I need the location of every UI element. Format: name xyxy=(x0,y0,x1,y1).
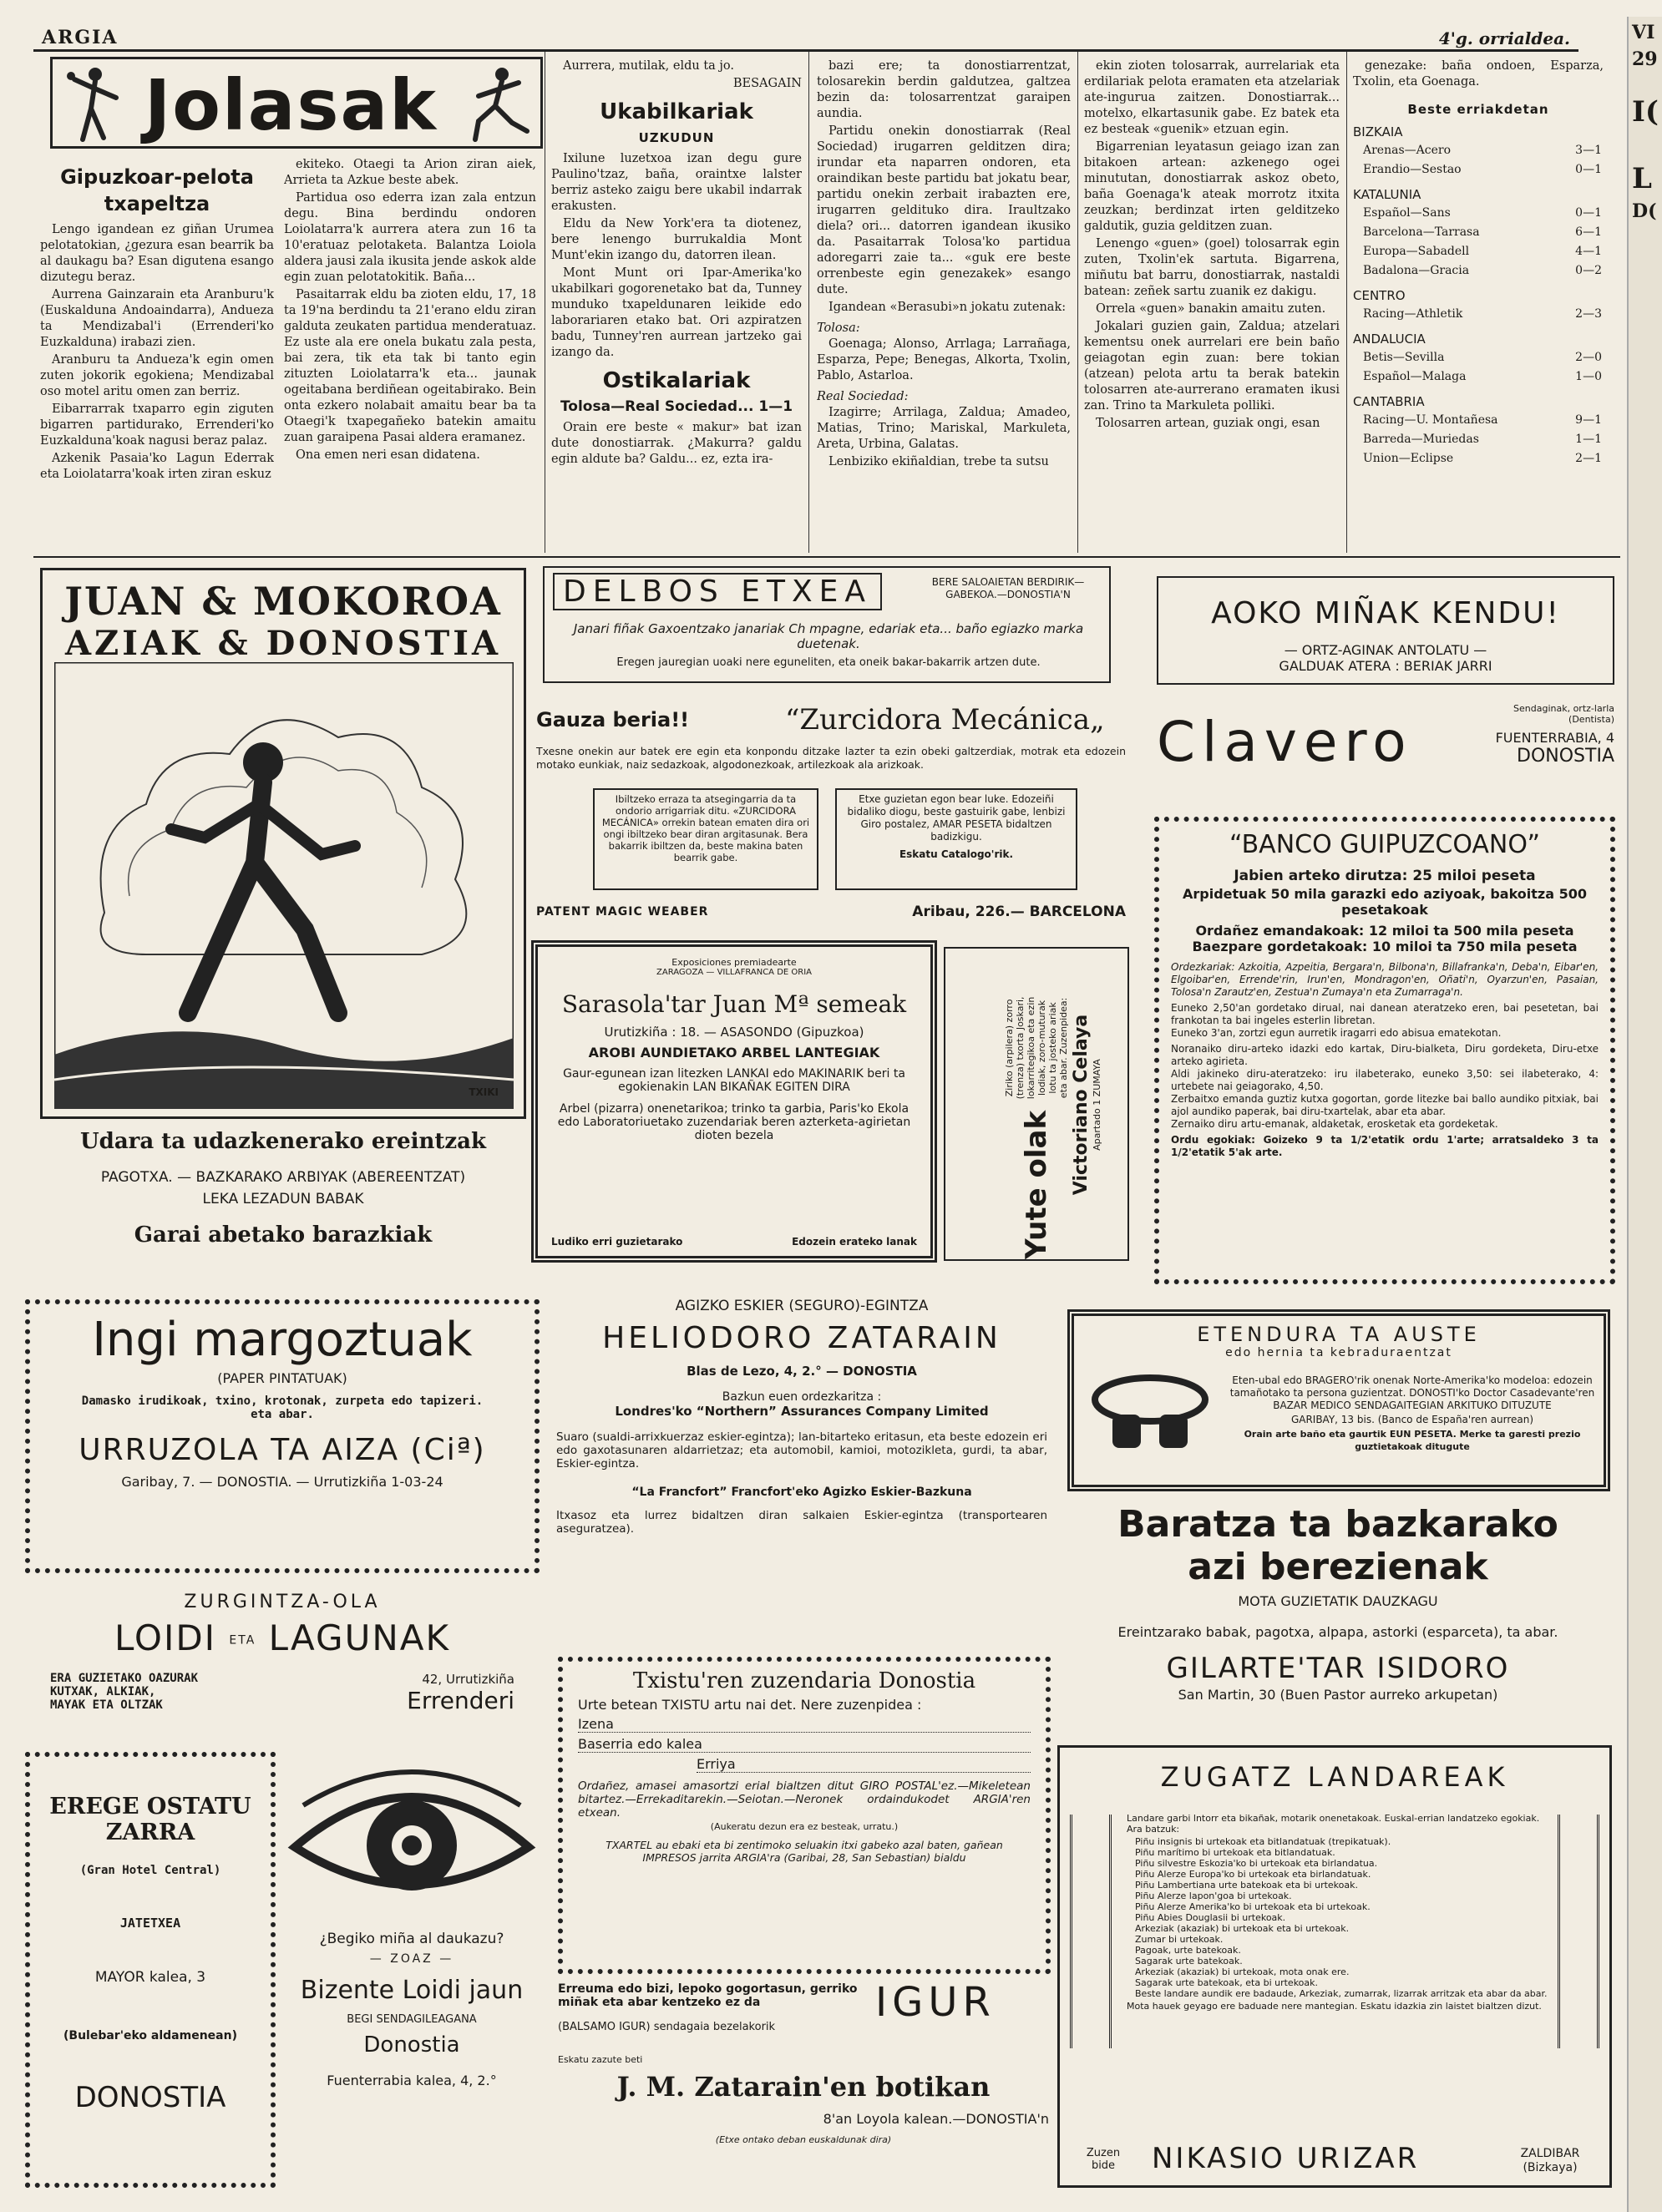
ad-line: Gaur-egunean izan litezken LANKAI edo MAKINARIK beri ta egokienakin LAN BIKAÑAK EGITEN DIRA xyxy=(563,1067,905,1094)
ad-line: Blas de Lezo, 4, 2.° — DONOSTIA xyxy=(687,1364,917,1379)
ad-line: Orain arte baño eta gaurtik EUN PESETA. Merke ta garesti prezio guztietakoak ditugute xyxy=(1244,1429,1581,1452)
ad-line: Ordu egokiak: Goizeko 9 ta 1/2'etatik ordu 1'arte; arratsaldeko 3 ta 1/2'etatik 5'ak arte. xyxy=(1171,1134,1599,1158)
ad-title: Baratza ta bazkarako xyxy=(1117,1503,1558,1546)
match-score: 2—1 xyxy=(1575,452,1602,465)
ad-line: Eskatu zazute beti xyxy=(558,2054,643,2065)
ad-line: Edozein erateko lanak xyxy=(792,1236,917,1248)
ad-line: Apartado 1 ZUMAYA xyxy=(1092,1059,1102,1151)
sower-illustration xyxy=(54,662,514,1109)
column-rule xyxy=(1346,52,1347,553)
ad-line: Sendaginak, ortz-larla xyxy=(1513,703,1614,714)
ad-line: Aldi jakineko diru-ateratzeko: iru ilabeterako, euneko 3,50: sei ilabeterako, 4: urtebete nai geiagorako, 4,50. xyxy=(1171,1068,1599,1092)
ad-brand: Bizente Loidi jaun xyxy=(300,1976,524,2005)
ad-title: EREGE OSTATU ZARRA xyxy=(49,1794,251,1845)
ad-line: Arbel (pizarra) onenetarikoa; trinko ta garbia, Paris'ko Ekola edo Laboratoriuetako zuzendariak beren azterketa-agirietan dioten bezela xyxy=(557,1102,911,1142)
ad-brand: NIKASIO URIZAR xyxy=(1152,2142,1420,2175)
ad-line: Garai abetako barazkiak xyxy=(134,1222,433,1248)
ad-brand: IGUR xyxy=(875,1979,996,2026)
ad-line: (Etxe ontako deban euskaldunak dira) xyxy=(715,2134,892,2145)
ad-line: MAYAK ETA OLTZAK xyxy=(50,1698,163,1712)
truss-icon xyxy=(1087,1366,1213,1466)
match-score: 9—1 xyxy=(1575,413,1602,427)
ad-line: AGIZKO ESKIER (SEGURO)-EGINTZA xyxy=(675,1298,929,1314)
ad-delbos xyxy=(543,566,1111,683)
result-row xyxy=(1355,243,1602,261)
results-region: BIZKAIA xyxy=(1353,124,1403,139)
ad-line: J. M. Zatarain'en botikan xyxy=(616,2071,991,2103)
ad-zugatz xyxy=(1057,1745,1612,2188)
artist-signature: TXIKI xyxy=(469,1086,499,1098)
team-label: Real Sociedad: xyxy=(817,390,909,403)
match-score: 0—2 xyxy=(1575,264,1602,277)
ad-line: Zuzen bide xyxy=(1086,2147,1121,2172)
list-item: Piñu Alerze Europa'ko bi urtekoak eta birlandatuak. xyxy=(1135,1869,1371,1880)
match-teams: Racing—U. Montañesa xyxy=(1363,413,1498,427)
match-score: 3—1 xyxy=(1575,144,1602,157)
column-rule xyxy=(808,52,809,553)
result-row xyxy=(1355,262,1602,280)
ad-line: BEGI SENDAGILEAGANA xyxy=(347,2013,477,2026)
result-row xyxy=(1355,205,1602,222)
ad-line: Damasko irudikoak, txino, krotonak, zurpeta edo tapizeri. eta abar. xyxy=(81,1395,484,1421)
ad-bizente-loidi xyxy=(284,1752,540,2188)
article-subhead: UZKUDUN xyxy=(638,130,715,145)
result-row xyxy=(1355,349,1602,367)
ad-igur xyxy=(555,1979,1052,2196)
match-score: 4—1 xyxy=(1575,245,1602,258)
list-item: Sagarak urte batekoak. xyxy=(1135,1956,1243,1967)
ad-line: Ordañez emandakoak: 12 miloi ta 500 mila peseta xyxy=(1195,923,1574,939)
paragraph: Azkenik Pasaia'ko Lagun Ederrak eta Loiolatarra'koak irten ziran eskuz xyxy=(40,452,274,481)
ad-line: “La Francfort” Francfort'eko Agizko Eskier-Bazkuna xyxy=(631,1486,972,1499)
ad-line: Eregen jauregian uoaki nere eguneliten, eta oneik bakar-bakarrik artzen dute. xyxy=(616,656,1041,669)
match-score: 0—1 xyxy=(1575,163,1602,176)
result-row xyxy=(1355,431,1602,448)
results-region: CANTABRIA xyxy=(1353,394,1425,409)
ad-sarasola xyxy=(531,940,937,1263)
paragraph: bazi ere; ta donostiarrentzat, tolosarekin berdin galdutzea, galtzea bezin da: tolosarrentzat garaipen aundia. xyxy=(817,59,1071,120)
list-item: Sagarak urte batekoak, eta bi urtekoak. xyxy=(1135,1977,1319,1988)
ad-title: “BANCO GUIPUZCOANO” xyxy=(1229,830,1540,859)
list-item: Pagoak, urte batekoak. xyxy=(1135,1945,1241,1956)
match-teams: Barreda—Muriedas xyxy=(1363,433,1479,446)
results-region: CENTRO xyxy=(1353,288,1406,303)
ad-line: Mota hauek geyago ere baduade nere mantegian. Eskatu idazkia zin laistet bialtzen dizut. xyxy=(1127,2001,1542,2012)
match-score: 2—3 xyxy=(1575,307,1602,321)
ad-line: (Gran Hotel Central) xyxy=(79,1864,221,1877)
paragraph: genezake: baña ondoen, Esparza, Txolin, eta Goenaga. xyxy=(1353,59,1604,89)
ad-line: (BALSAMO IGUR) sendagaia bezelakorik xyxy=(558,2021,776,2033)
list-item: Zumar bi urtekoak. xyxy=(1135,1934,1224,1945)
ad-illustration-frame xyxy=(40,568,526,1119)
paragraph: Igandean «Berasubi»n jokatu zutenak: xyxy=(828,301,1067,314)
ad-line: Urutizkiña : 18. — ASASONDO (Gipuzkoa) xyxy=(604,1025,864,1040)
ad-zurcidora xyxy=(535,700,1127,932)
ad-brand: GILARTE'TAR ISIDORO xyxy=(1166,1652,1510,1685)
article-subhead: Tolosa—Real Sociedad... 1—1 xyxy=(560,398,793,415)
ad-line: DONOSTIA xyxy=(1517,746,1614,767)
paragraph: Lenengo «guen» (goel) tolosarrak egin zuten, Txolin'ek sartuta. Bigarrena, miñutu bat barru, donostiarrak, nastaldi batean: zeñek sartu zuanik ez dakigu. xyxy=(1084,237,1340,298)
result-row xyxy=(1355,306,1602,323)
ad-line: ZARAGOZA — VILLAFRANCA DE ORIA xyxy=(656,968,812,977)
ad-line: Exposiciones premiadearte xyxy=(671,957,797,968)
ad-line: Ordañez, amasei amasortzi erial bialtzen ditut GIRO POSTAL'ez.—Mikeletean bitartez.—Errekaditarekin.—Seiotan.—Neronek ordaindukodet ARGIA'ren etxean. xyxy=(578,1779,1031,1820)
list-item: Piñu marítimo bi urtekoak eta bitlandatuak. xyxy=(1135,1847,1335,1858)
ad-loidi xyxy=(25,1592,540,1742)
ad-line: ¿Begiko miña al daukazu? xyxy=(319,1931,504,1947)
ad-box xyxy=(835,788,1077,890)
ad-mokoroa xyxy=(40,568,526,1303)
paragraph: Partidu onekin donostiarrak (Real Sociedad) irugarren gelditzen dira; irundar eta naparren ondoren, eta oraindikan beste partidu bat jokatu bear, partidu onekin zerbait irabazten ere, irugarren geldituko dira. Iraultzako diela? ori... datorren igandean ikusiko da. Pasaitarrak Tolosa'ko partidua adoregarri zaie ta... «guk ere beste orrenbeste egin genezakek» esango dute. xyxy=(817,124,1071,296)
ad-line: (Aukeratu dezun era ez besteak, urratu.) xyxy=(710,1821,899,1832)
ad-line: Donostia xyxy=(363,2032,460,2058)
ad-line: Aribau, 226.— BARCELONA xyxy=(912,904,1126,920)
result-row xyxy=(1355,450,1602,468)
ad-brand: Victoriano Celaya xyxy=(1071,1014,1092,1196)
paragraph: Aranburu ta Andueza'k egin omen zuten jokorik egokiena; Mendizabal oso motel aritu omen zan berriz. xyxy=(40,353,274,398)
paragraph: Lenbiziko ekiñaldian, trebe ta sutsu xyxy=(828,455,1049,468)
edge-text: L xyxy=(1632,162,1652,195)
list-item: Arkeziak (akaziak) bi urtekoak eta bi urtekoak. xyxy=(1135,1923,1350,1934)
ad-line: Euneko 2,50'an gordetako dirual, nai danean ateratzeko eren, bai pesetetan, bai frankotan ta bai ingeles esterlin libretan. xyxy=(1171,1002,1599,1026)
ad-line: Ereintzarako babak, pagotxa, alpapa, astorki (esparceta), ta abar. xyxy=(1117,1624,1558,1640)
paragraph: Eldu da New York'era ta diotenez, bere lenengo burrukaldia Mont Munt'ekin izango du, datorren ilean. xyxy=(551,217,802,262)
ad-line: edo hernia ta kebraduraentzat xyxy=(1225,1346,1452,1359)
edge-text: I( xyxy=(1632,95,1659,129)
match-score: 2—0 xyxy=(1575,351,1602,364)
paragraph: Eibarrarrak txaparro egin ziguten bigarren partidurako, Errenderi'ko Euzkalduna'koak nagusi beraz palaz. xyxy=(40,402,274,448)
article-column xyxy=(40,157,274,549)
column-rule xyxy=(1077,52,1078,553)
paragraph: Tolosarren artean, guziak ongi, esan xyxy=(1096,417,1320,430)
signature: BESAGAIN xyxy=(732,77,802,90)
edge-text: 29 xyxy=(1632,48,1658,70)
paragraph: Aurrena Gainzarain eta Aranburu'k (Euskalduna Andoaindarra), Andueza ta Mendizabal'i (Errenderi'ko Euzkalduna) irabazi zien. xyxy=(40,288,274,349)
ad-banco-guipuzcoano xyxy=(1154,817,1615,1284)
result-row xyxy=(1355,142,1602,159)
list-item: Arkeziak (akaziak) bi urtekoak, mota onak ere. xyxy=(1135,1967,1350,1977)
ad-line: Ziriko (arpilera) zorro (trenza) txorta Joskari, lokarritegikoa eta ezin lodiak, zoro-muturak lotu ta josteko ariak eta abar. Zuzenpidea: xyxy=(1004,996,1069,1100)
results-region: ANDALUCIA xyxy=(1353,332,1426,347)
paragraph: ekiteko. Otaegi ta Arion ziran aiek, Arrieta ta Azkue beste abek. xyxy=(284,158,536,187)
ad-line: Jabien arteko dirutza: 25 miloi peseta xyxy=(1234,868,1536,884)
ad-title: azi berezienak xyxy=(1188,1546,1488,1588)
match-score: 6—1 xyxy=(1575,225,1602,239)
ad-line: (PAPER PINTATUAK) xyxy=(217,1370,347,1386)
ad-title: Yute olak xyxy=(1020,1110,1053,1259)
ad-title: Txistu'ren zuzendaria Donostia xyxy=(632,1668,976,1693)
section-divider xyxy=(33,556,1620,558)
match-score: 1—0 xyxy=(1575,370,1602,383)
pelota-player-icon xyxy=(58,63,133,146)
ad-title: ZUGATZ LANDAREAK xyxy=(1160,1761,1509,1793)
paragraph: Mont Munt ori Ipar-Amerika'ko ukabilkari gogorenetako bat da, Tunney munduko txapeldunaren leikide edo laborariaren etako bat. Ori azpiratzen badu, Tunney'ren aurrean jartzeko gai izango da. xyxy=(551,266,802,359)
ad-erege-ostatu xyxy=(25,1752,276,2188)
ad-title: “Zurcidora Mecánica„ xyxy=(785,703,1105,736)
ad-line: Etxe guzietan egon bear luke. Edozeiñi bidaliko diogu, beste gastuirik gabe, lenbizi Giro postalez, AMAR PESETA bidaltzen badizkigu. xyxy=(847,793,1066,843)
ad-line: — ORTZ-AGINAK ANTOLATU — xyxy=(1284,642,1487,658)
paragraph: ekin zioten tolosarrak, aurrelariak eta erdilariak pelota eramaten eta atzelariak ate-ingurua zaitzen. Donostiarrak... motelxo, elkartasunik gabe. Ez batek eta ez besteak «guenik» etzuan egin. xyxy=(1084,59,1340,136)
eye-icon xyxy=(286,1755,537,1922)
results-table xyxy=(1353,124,1604,469)
ad-line: ETA xyxy=(229,1633,256,1648)
ad-line: Ludiko erri guzietarako xyxy=(551,1236,683,1248)
team-label: Tolosa: xyxy=(817,321,860,335)
ad-line: KUTXAK, ALKIAK, xyxy=(50,1685,156,1698)
ad-brand: LOIDI xyxy=(114,1617,217,1658)
ad-box xyxy=(1157,576,1614,685)
ad-line: Gauza beria!! xyxy=(536,708,690,731)
adjacent-page-edge xyxy=(1627,17,1662,2212)
newspaper-name: ARGIA xyxy=(42,27,119,48)
match-teams: Union—Eclipse xyxy=(1363,452,1454,465)
ad-line: FUENTERRABIA, 4 xyxy=(1495,730,1614,746)
article-column xyxy=(551,58,802,551)
ad-line: ERA GUZIETAKO OAZURAK xyxy=(50,1672,199,1685)
ad-title: Ingi margoztuak xyxy=(92,1313,473,1367)
results-headline: Beste erriakdetan xyxy=(1407,102,1549,117)
ad-line: — ZOAZ — xyxy=(369,1952,454,1966)
article-column xyxy=(817,58,1071,551)
paragraph: Ixilune luzetxoa izan degu gure Paulino'tzaz, baña, oraintxe lalster berriz asteko zaigu bere ukabil indarrak erakusten. xyxy=(551,152,802,213)
ad-line: Urte betean TXISTU artu nai det. Nere zuzenpidea : xyxy=(578,1697,922,1713)
ad-line: (Dentista) xyxy=(1568,714,1614,725)
ad-line: MAYOR kalea, 3 xyxy=(94,1969,206,1986)
ad-brand: LAGUNAK xyxy=(268,1617,451,1658)
ad-line: Zernaiko diru artu-emanak, aldaketak, erosketak eta gordeketak. xyxy=(1171,1118,1498,1130)
section-header-jolasak xyxy=(50,57,543,149)
list-item: Piñu insignis bi urtekoak eta bitlandatuak (trepikatuak). xyxy=(1135,1836,1391,1847)
ad-line: Erreuma edo bizi, lepoko gogortasun, gerriko miñak eta abar kentzeko ez da xyxy=(558,1982,858,2009)
ad-title: AOKO MIÑAK KENDU! xyxy=(1211,596,1560,630)
article-column xyxy=(1084,58,1340,551)
results-group xyxy=(1353,140,1604,180)
paragraph: Partidua oso ederra izan zala entzun degu. Bina berdindu ondoren Loiolatarra'k aurrera atera zun 16 ta 10'eratuaz pelotaketa. Balantza Loiola aldera jausi zala ikusita jende askok alde egin zuan pelotatokitik. Baña... xyxy=(284,191,536,284)
paragraph: Pasaitarrak eldu ba zioten eldu, 17, 18 ta 19'na berdindu ta 21'erano eldu ziran galduta zeukaten partidua menderatuaz. Ez uste ala ere onela bukatu zala pesta, bai zera, tik eta tak bi tanto egin zituzten Loiolatarra'k eta... jaunak ogeitabana berdiñean ogeitabirako. Bein onta ezkero nolabait amaitu bear ba ta Otaegi'k txapegañeko batekin amaitu zuan garaipena Pasai aldera eramanez. xyxy=(284,288,536,444)
results-column xyxy=(1353,58,1604,551)
ad-title: ETENDURA TA AUSTE xyxy=(1197,1323,1481,1346)
ad-line: Garibay, 7. — DONOSTIA. — Urrutizkiña 1-03-24 xyxy=(121,1474,443,1490)
paragraph: Lengo igandean ez giñan Urumea pelotatokian, ¿gezura esan bearrik ba al daukagu ba? Esan digutena esango dizutegu beraz. xyxy=(40,223,274,284)
results-group xyxy=(1353,410,1604,469)
ad-line: Londres'ko “Northern” Assurances Company Limited xyxy=(615,1404,989,1419)
ad-line: PATENT MAGIC WEABER xyxy=(536,905,709,919)
paragraph: Orrela «guen» banakin amaitu zuten. xyxy=(1096,302,1326,316)
list-item: Piñu Alerze Amerika'ko bi urtekoak eta bi urtekoak. xyxy=(1135,1901,1371,1912)
ad-line: Bazkun euen ordezkaritza : xyxy=(722,1390,882,1404)
list-item: Piñu Lambertiana urte batekoak eta bi urtekoak. xyxy=(1135,1880,1358,1891)
ad-line: Eten-ubal edo BRAGERO'rik onenak Norte-Amerika'ko modeloa: edozein tamañotako ta persona guzientzat. DONOSTI'ko Doctor Casadevante'ren BAZAR MEDICO SENDAGAITEGIAN ARKITUKO DITUZUTE xyxy=(1229,1374,1595,1411)
ad-line: AROBI AUNDIETAKO ARBEL LANTEGIAK xyxy=(588,1045,880,1060)
ad-line: Baezpare gordetakoak: 10 miloi ta 750 mila peseta xyxy=(1192,939,1578,954)
edge-text: VI xyxy=(1632,22,1655,43)
ad-line: Suaro (sualdi-arrixkuerzaz eskier-egintza); lan-bitarteko eritasun, eta beste edozein eri edo gaxotasunaren aldarrietzaz; eta automobil, kamioi, motozikleta, gurdi, ta abar, Eskier-egintza. xyxy=(556,1430,1047,1470)
ad-line: Arpidetuak 50 mila garazki edo aziyoak, bakoitza 500 pesetakoak xyxy=(1183,886,1587,918)
ad-line: Udara ta udazkenerako ereintzak xyxy=(79,1129,487,1154)
ad-line: LEKA LEZADUN BABAK xyxy=(202,1191,364,1207)
ad-title: HELIODORO ZATARAIN xyxy=(602,1321,1001,1355)
results-group xyxy=(1353,304,1604,325)
ad-clavero xyxy=(1157,576,1614,785)
ad-baratza xyxy=(1062,1503,1614,1734)
ad-box: Ibiltzeko erraza ta atsegingarria da ta ondorio arrigarriak ditu. «ZURCIDORA MECÁNICA» orrekin batean ematen dira ori ongi ibiltzeko bear diran argitasunak. Bera bakarrik ibiltzen da, beste makina baten bearrik gabe. xyxy=(593,788,818,890)
ad-line: GARIBAY, 13 bis. (Banco de España'ren aurrean) xyxy=(1290,1414,1534,1425)
decorative-border xyxy=(1558,1815,1599,2048)
ad-subtitle: AZIAK & DONOSTIA xyxy=(64,624,502,663)
result-row xyxy=(1355,224,1602,241)
ad-line: San Martin, 30 (Buen Pastor aurreko arkupetan) xyxy=(1178,1687,1498,1703)
form-label-town: Erriya xyxy=(697,1756,1031,1773)
ad-line: BERE SALOAIETAN BERDIRIK—GABEKOA.—DONOSTIA'N xyxy=(931,576,1085,600)
match-teams: Racing—Athletik xyxy=(1363,307,1463,321)
article-headline: Ostikalariak xyxy=(602,368,751,393)
ad-line: Noranaiko diru-arteko idazki edo kartak, Diru-bialketa, Diru gordeketa, Diru-etxe arteko agirieta. xyxy=(1171,1043,1599,1067)
match-teams: Español—Malaga xyxy=(1363,370,1467,383)
ad-line: Fuenterrabia kalea, 4, 2.° xyxy=(327,2073,497,2088)
ad-line: Errenderi xyxy=(407,1687,514,1714)
result-row xyxy=(1355,412,1602,429)
decorative-border xyxy=(1070,1815,1112,2048)
paragraph: Aurrera, mutilak, eldu ta jo. xyxy=(563,59,734,73)
ad-line: Itxasoz eta lurrez bidaltzen diran salkaien Eskier-egintza (transportearen aseguratzea). xyxy=(556,1509,1047,1536)
ad-title: Sarasola'tar Juan Mª semeak xyxy=(561,990,907,1018)
list-item: Piñu silvestre Eskozia'ko bi urtekoak eta birlandatua. xyxy=(1135,1858,1378,1869)
section-title: Jolasak xyxy=(144,64,438,146)
results-region: KATALUNIA xyxy=(1353,187,1421,202)
match-teams: Arenas—Acero xyxy=(1363,144,1451,157)
ad-line: Eskatu Catalogo'rik. xyxy=(899,848,1014,860)
results-group xyxy=(1353,347,1604,387)
ad-line: TXARTEL au ebaki eta bi zentimoko seluakin itxi gabeko azal baten, gañean IMPRESOS jarrita ARGIA'ra (Garibai, 28, San Sebastian) bialdu xyxy=(606,1839,1003,1864)
match-teams: Español—Sans xyxy=(1363,206,1451,220)
match-teams: Barcelona—Tarrasa xyxy=(1363,225,1480,239)
ad-line: (Bulebar'eko aldamenean) xyxy=(63,2029,237,2042)
ad-line: GALDUAK ATERA : BERIAK JARRI xyxy=(1279,658,1492,674)
ad-brand: URRUZOLA TA AIZA (Ciª) xyxy=(79,1433,486,1467)
ad-line: Landare garbi lntorr eta bikañak, motarik onenetakoak. Euskal-errian landatzeko egokiak. Ara batzuk: xyxy=(1127,1813,1540,1835)
match-teams: Erandio—Sestao xyxy=(1363,163,1462,176)
result-row xyxy=(1355,161,1602,179)
match-teams: Betis—Sevilla xyxy=(1363,351,1445,364)
ad-line: Janari fiñak Gaxoentzako janariak Ch mpagne, edariak eta... baño egiazko marka duetenak. xyxy=(573,621,1084,651)
ad-line: PAGOTXA. — BAZKARAKO ARBIYAK (ABEREENTZAT) xyxy=(100,1169,466,1186)
ad-line: MOTA GUZIETATIK DAUZKAGU xyxy=(1238,1593,1438,1609)
result-row xyxy=(1355,368,1602,386)
ad-line: DONOSTIA xyxy=(74,2081,226,2114)
list-item: Piñu Abies Douglasii bi urtekoak. xyxy=(1135,1912,1286,1923)
ad-line: Ordezkariak: Azkoitia, Azpeitia, Bergara'n, Bilbona'n, Billafranka'n, Deba'n, Eibar'en, Elgoibar'en, Errende'rin, Irun'en, Mondragon'en, Oñati'n, Oyarzun'en, Pasaian, Tolosa'n Zarautz'en, Zestua'n Zumaya'n eta Zumarraga'n. xyxy=(1171,961,1599,998)
ad-ingi-margoztuak xyxy=(25,1299,540,1573)
paragraph: Jokalari guzien gain, Zaldua; atzelari kementsu onek aurrelari ere bein baño geiagotan egin zuan: bere tokian (atzean) pelota artu ta berak batekin tolosarren ate-aurrerano eramaten ikusi zan. Trino ta Markuleta polliki. xyxy=(1084,320,1340,413)
zugatz-list xyxy=(1127,1813,1548,2012)
match-score: 1—1 xyxy=(1575,433,1602,446)
match-teams: Europa—Sabadell xyxy=(1363,245,1470,258)
ad-yute xyxy=(944,947,1129,1261)
ad-title: DELBOS ETXEA xyxy=(553,573,882,610)
page-number: 4'g. orrialdea. xyxy=(1438,28,1570,48)
ad-line: ZALDIBAR (Bizkaya) xyxy=(1520,2147,1580,2174)
paragraph: Orain ere beste « makur» bat izan dute donostiarrak. ¿Makurra? galdu egin aldute ba? Galdu... ez, ezta ira- xyxy=(551,421,802,466)
article-column xyxy=(284,157,536,549)
article-headline: Ukabilkariak xyxy=(600,99,753,124)
paragraph: Goenaga; Alonso, Arrlaga; Larrañaga, Esparza, Pepe; Benegas, Alkorta, Txolin, Pablo, Astarloa. xyxy=(817,337,1071,382)
paragraph: Bigarrenian leyatasun geiago izan zan bitakoen artean: azkenego ogei minututan, donostiarrak askoz obeto, baña Goenaga'k ateak morrotz itxita zeuzkan; berdinzat irten gelditzeko galdutik, guzia gelditzen zuan. xyxy=(1084,140,1340,233)
edge-text: D( xyxy=(1632,200,1657,222)
paragraph: Izagirre; Arrilaga, Zaldua; Amadeo, Matias, Trino; Mariskal, Markuleta, Areta, Urbina, Galatas. xyxy=(817,406,1071,451)
list-item: Beste landare aundik ere badaude, Arkeziak, zumarrak, lizarrak arritzak eta abar da abar. xyxy=(1135,1988,1548,1999)
ad-txistu-form xyxy=(558,1657,1051,1974)
ad-line: Euneko 3'an, zortzi egun aurretik iragarri edo abisua ematekotan. xyxy=(1171,1027,1502,1039)
results-group xyxy=(1353,203,1604,281)
form-label-street: Baserria edo kalea xyxy=(578,1736,1031,1753)
list-item: Piñu Alerze lapon'goa bi urtekoak. xyxy=(1135,1891,1292,1901)
ad-line: Txesne onekin aur batek ere egin eta konpondu ditzake lazter ta ezin obeki galtzerdiak, motrak eta edozein motako eunkiak, naiz sedazkoak, algodonezkoak, artilezkoak ala arizkoak. xyxy=(536,745,1126,771)
match-score: 0—1 xyxy=(1575,206,1602,220)
article-headline: Gipuzkoar-pelota txapeltza xyxy=(60,165,254,215)
ad-line: ZURGINTZA-OLA xyxy=(184,1592,381,1612)
ad-line: 42, Urrutizkiña xyxy=(422,1672,514,1687)
masthead xyxy=(33,23,1578,52)
ad-heliodoro xyxy=(551,1298,1052,1632)
ad-line: Zerbaitxo emanda guztiz kutxa gogortan, gorde litezke bai ballo aundiko pitxiak, bai ajol aundiko paperak, bai diru-txartelak, abar eta abar. xyxy=(1171,1093,1599,1117)
ad-title: JUAN & MOKOROA xyxy=(64,579,502,624)
ad-line: JATETXEA xyxy=(119,1916,181,1931)
paragraph: Ona emen neri esan didatena. xyxy=(296,448,480,462)
ad-text xyxy=(40,1129,526,1248)
match-teams: Badalona—Gracia xyxy=(1363,264,1470,277)
runner-icon xyxy=(460,63,535,146)
form-label-name: Izena xyxy=(578,1716,1031,1733)
ad-brand: Clavero xyxy=(1157,710,1413,774)
ad-etendura xyxy=(1067,1309,1610,1491)
ad-line: 8'an Loyola kalean.—DONOSTIA'n xyxy=(823,2111,1049,2127)
